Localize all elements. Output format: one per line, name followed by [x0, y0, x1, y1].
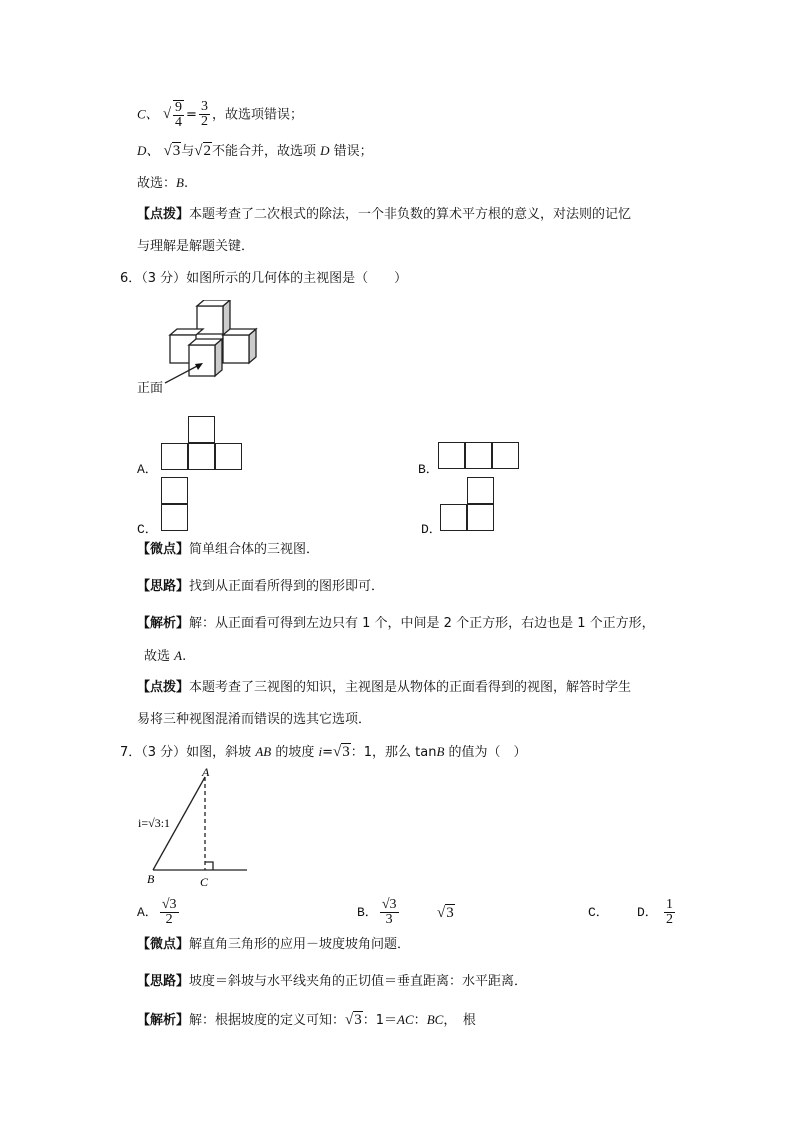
radicand: 3: [172, 143, 181, 159]
text: 的值为（ ）: [444, 745, 527, 760]
numerator: 9: [175, 100, 183, 115]
tip-tag: 【点拨】: [137, 207, 190, 222]
numerator: 3: [169, 897, 177, 912]
option-d: [637, 898, 677, 928]
denominator: 2: [165, 912, 173, 927]
text: 错误；: [329, 144, 373, 159]
tip-line-2: 易将三种视图混淆而错误的选其它选项．: [137, 712, 372, 727]
text: i: [318, 744, 323, 759]
numerator: 3: [200, 99, 208, 115]
square: [467, 477, 494, 504]
sqrt-expression: √ $\frac{9}{4}$: [162, 100, 183, 130]
equals: =: [186, 107, 197, 123]
numerator: 1: [665, 897, 673, 912]
option-label: A．: [137, 905, 158, 920]
text: ：1，那么 tan: [350, 745, 437, 760]
answer: A: [174, 648, 183, 663]
answer-line: [137, 174, 188, 193]
radicand: 3: [354, 1012, 362, 1028]
denominator: 3: [385, 912, 393, 927]
text: AC: [397, 1012, 414, 1027]
text: ：1＝: [362, 1013, 398, 1028]
radicand: 2: [203, 143, 212, 159]
text: 本题考查了三视图的知识，主视图是从物体的正面看得到的视图，解答时学生: [189, 680, 632, 695]
option-a-label: A．: [137, 462, 158, 477]
text: 解直角三角形的应用－坡度坡角问题．: [189, 937, 411, 952]
idea-line: [137, 578, 384, 596]
point-line: [137, 541, 319, 559]
slope-triangle-figure: [135, 764, 255, 889]
square: [467, 504, 494, 531]
text: 故选: [144, 649, 175, 664]
square: [215, 443, 242, 470]
text: 解：根据坡度的定义可知：: [189, 1013, 346, 1028]
text: =: [322, 745, 333, 760]
text: 与: [181, 144, 195, 159]
text: 故选：: [137, 176, 177, 191]
denominator: 2: [665, 912, 673, 927]
option-c-value: √3: [437, 905, 454, 921]
square: [492, 442, 519, 469]
text: 不能合并，故选项: [212, 144, 321, 159]
option-b-label: B．: [418, 462, 439, 477]
square: [161, 443, 188, 470]
front-label: 正面: [137, 381, 164, 396]
radicand: 3: [342, 744, 350, 760]
text: 解：从正面看可得到左边只有 1 个，中间是 2 个正方形，右边也是 1 个正方形，: [189, 616, 655, 631]
idea-tag: 【思路】: [137, 579, 190, 594]
text: 的坡度: [271, 745, 319, 760]
analysis-answer: [144, 647, 186, 666]
text: 本题考查了二次根式的除法，一个非负数的算术平方根的意义，对法则的记忆: [189, 207, 632, 222]
square: [161, 504, 188, 531]
text: ， 根: [443, 1013, 476, 1028]
text: ，故选项错误；: [211, 107, 303, 123]
question-6-title: 6．（3 分）如图所示的几何体的主视图是（ ）: [120, 271, 408, 286]
idea-tag: 【思路】: [137, 974, 190, 989]
point-tag: 【微点】: [137, 542, 190, 557]
option-d-label: D．: [421, 522, 442, 537]
option-c: [588, 898, 609, 928]
analysis-line: 【解析】解：根据坡度的定义可知：√3：1＝AC：BC， 根: [137, 1012, 476, 1028]
square: [188, 443, 215, 470]
text: AB: [255, 744, 272, 759]
radicand: 3: [446, 905, 454, 921]
option-label: D．: [637, 905, 658, 920]
point-tag: 【微点】: [137, 937, 190, 952]
vertex-c-label: C: [200, 875, 209, 889]
text: 7．（3 分）如图，斜坡: [120, 745, 256, 760]
option-label: C、: [137, 106, 159, 122]
tip-line-2: 与理解是解题关键．: [137, 239, 255, 254]
option-c-explanation: [137, 100, 303, 130]
square: [161, 477, 188, 504]
text: B: [436, 744, 445, 759]
slope-label: i=√3:1: [138, 816, 171, 830]
option-label: D、: [137, 143, 160, 158]
numerator: 3: [389, 897, 397, 912]
option-d-explanation: D、 √3与√2不能合并，故选项 D 错误；: [137, 143, 373, 159]
point-line: [137, 936, 410, 954]
text: .: [182, 649, 187, 664]
square: [438, 442, 465, 469]
analysis-tag: 【解析】: [137, 616, 190, 631]
option-a: A． $\frac{√3}{2}$: [137, 897, 177, 927]
text: ：: [413, 1013, 427, 1028]
text: 找到从正面看所得到的图形即可．: [189, 579, 385, 594]
idea-line: [137, 973, 527, 991]
text: D: [320, 143, 330, 158]
vertex-a-label: A: [202, 765, 210, 779]
answer: B: [176, 175, 184, 190]
analysis-tag: 【解析】: [137, 1013, 190, 1028]
text: BC: [426, 1012, 444, 1027]
text: 坡度＝斜坡与水平线夹角的正切值＝垂直距离：水平距离．: [189, 974, 528, 989]
tip-tag: 【点拨】: [137, 680, 190, 695]
square: [188, 416, 215, 443]
square: [440, 504, 467, 531]
denominator: 4: [175, 115, 183, 130]
option-label: B．: [357, 905, 378, 920]
option-b: B． $\frac{√3}{3}$: [357, 897, 397, 927]
tip-line: [137, 206, 631, 224]
text: .: [183, 176, 189, 191]
vertex-b-label: B: [147, 872, 155, 886]
option-label: C．: [588, 905, 609, 920]
question-7-title: 7．（3 分）如图，斜坡 AB 的坡度 i=√3：1，那么 tanB 的值为（ ）: [120, 744, 527, 760]
square: [465, 442, 492, 469]
tip-line: [137, 679, 631, 697]
text: 简单组合体的三视图．: [189, 542, 320, 557]
denominator: 2: [200, 114, 208, 130]
cube-figure: [135, 300, 265, 400]
option-c-label: C．: [137, 522, 158, 537]
analysis-line: [137, 615, 655, 633]
